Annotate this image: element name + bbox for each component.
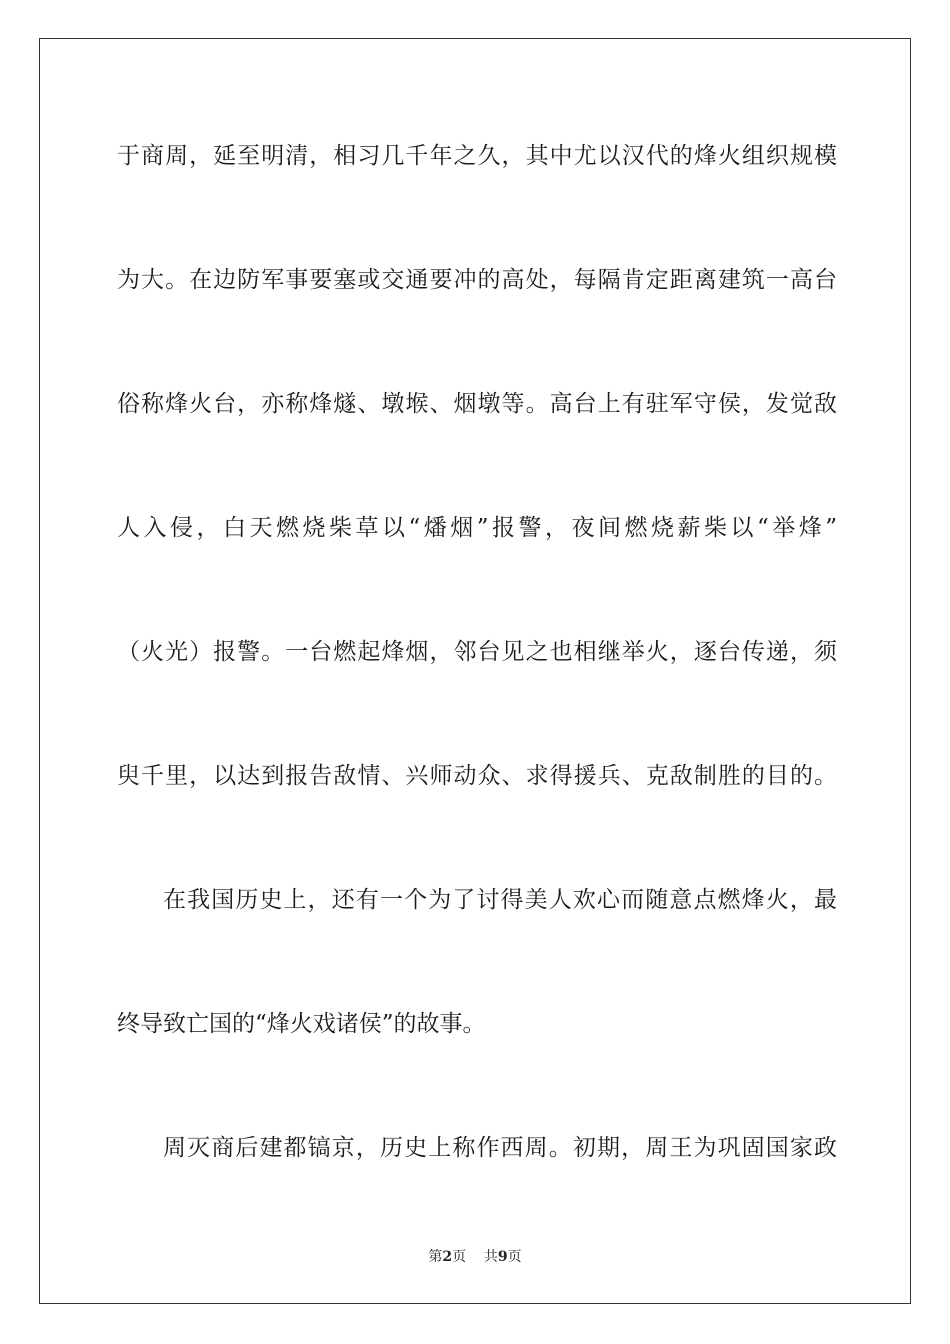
text-line: 于商周，延至明清，相习几千年之久，其中尤以汉代的烽火组织规模 (117, 143, 837, 169)
page-footer (0, 1246, 950, 1266)
text-line: 为大。在边防军事要塞或交通要冲的高处，每隔肯定距离建筑一高台 (117, 267, 837, 293)
text-line: 人入侵，白天燃烧柴草以“燔烟”报警，夜间燃烧薪柴以“举烽” (117, 515, 837, 541)
body-text (117, 125, 837, 1241)
page-number: 2 (442, 1249, 453, 1265)
text-line: 终导致亡国的“烽火戏诸侯”的故事。 (117, 1011, 486, 1037)
page-prefix: 第 (428, 1249, 443, 1265)
total-suffix: 页 (507, 1249, 522, 1265)
text-line: 俗称烽火台，亦称烽燧、墩堠、烟墩等。高台上有驻军守侯，发觉敌 (117, 391, 837, 417)
total-prefix: 共 (483, 1249, 498, 1265)
text-line: 臾千里，以达到报告敌情、兴师动众、求得援兵、克敌制胜的目的。 (117, 763, 837, 789)
paragraph-start-line: 在我国历史上，还有一个为了讨得美人欢心而随意点燃烽火，最 (163, 887, 837, 913)
paragraph-start-line: 周灭商后建都镐京，历史上称作西周。初期，周王为巩固国家政 (163, 1135, 837, 1161)
text-line: （火光）报警。一台燃起烽烟，邻台见之也相继举火，逐台传递，须 (117, 639, 837, 665)
page-suffix: 页 (452, 1249, 467, 1265)
total-pages: 9 (497, 1249, 508, 1265)
